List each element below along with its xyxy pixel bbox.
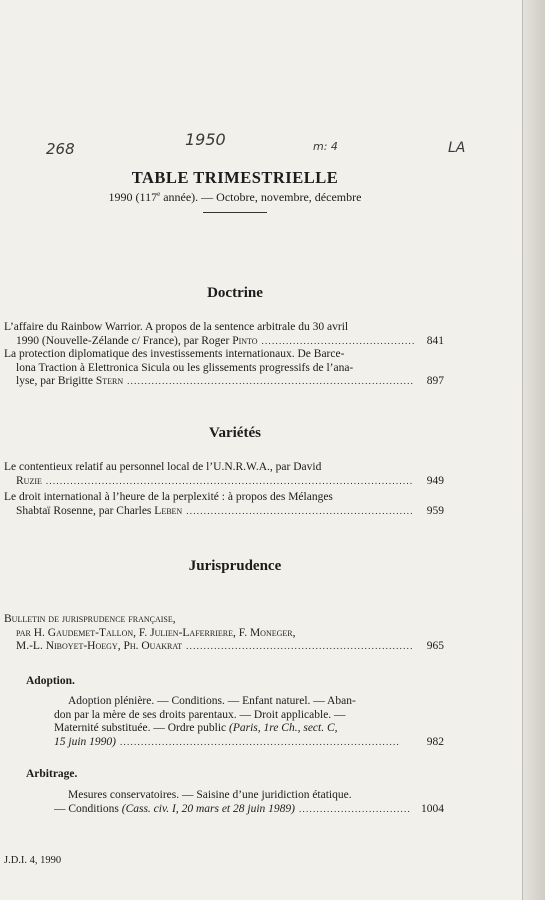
handwritten-note: 1950 bbox=[185, 130, 226, 149]
toc-entry: La protection diplomatique des investissements internationaux. De Barce- lona Traction à Elettronica Sicula ou les glissements progressifs de l’ana- lyse, par Brigitte Stern . . . 897 bbox=[4, 348, 444, 389]
page-subtitle: 1990 (117e année). — Octobre, novembre, décembre bbox=[108, 190, 362, 204]
category-label-arbitrage: Arbitrage. bbox=[26, 768, 78, 780]
toc-entry: Le droit international à l’heure de la perplexité : à propos des Mélanges Shabtaï Rosenne, par Charles Leben . . . 959 bbox=[4, 491, 444, 518]
page-number: 965 bbox=[426, 640, 444, 652]
page-number: 897 bbox=[426, 375, 444, 387]
page-edge bbox=[523, 0, 545, 900]
toc-subentry: Adoption plénière. — Conditions. — Enfant naturel. — Aban- don par la mère de ses droits parentaux. — Droit applicable. — Maternité substituée. — Ordre public (Paris, 1re Ch., sect. C, 15 juin 1990) . . . 982 bbox=[54, 695, 444, 749]
toc-entry: L’affaire du Rainbow Warrior. A propos de la sentence arbitrale du 30 avril 1990 (Nouvelle-Zélande c/ France), par Roger Pinto . . . 841 bbox=[4, 321, 444, 348]
page-footer: J.D.I. 4, 1990 bbox=[4, 855, 62, 866]
handwritten-note: m: 4 bbox=[313, 140, 338, 153]
section-heading-doctrine: Doctrine bbox=[207, 285, 263, 301]
page-number: 982 bbox=[426, 735, 444, 748]
author-name: Stern bbox=[95, 375, 124, 387]
page-number: 959 bbox=[426, 504, 444, 517]
handwritten-note: LA bbox=[448, 140, 466, 156]
title-divider bbox=[203, 212, 267, 213]
author-name: Leben bbox=[154, 504, 183, 517]
category-label-adoption: Adoption. bbox=[26, 675, 75, 687]
toc-entry: Le contentieux relatif au personnel local de l’U.N.R.W.A., par David Ruzie . . . 949 bbox=[4, 461, 444, 488]
section-heading-jurisprudence: Jurisprudence bbox=[188, 558, 282, 574]
handwritten-note: 268 bbox=[46, 140, 75, 158]
author-name: Ruzie bbox=[16, 474, 42, 487]
page-number: 1004 bbox=[421, 802, 444, 815]
toc-subentry: Mesures conservatoires. — Saisine d’une juridiction étatique. — Conditions (Cass. civ. I, 20 mars et 28 juin 1989) . . . 1004 bbox=[54, 789, 444, 816]
author-name: Pinto bbox=[232, 334, 258, 347]
page-number: 949 bbox=[426, 474, 444, 487]
section-heading-varietes: Variétés bbox=[209, 425, 261, 441]
page-number: 841 bbox=[426, 334, 444, 347]
page-title: TABLE TRIMESTRIELLE bbox=[131, 168, 339, 187]
toc-entry-bulletin: Bulletin de jurisprudence française, par H. Gaudemet-Tallon, F. Julien-Laferriere, F. Moneger, M.-L. Niboyet-Hoegy, Ph. Ouakrat . . . 965 bbox=[4, 613, 444, 654]
